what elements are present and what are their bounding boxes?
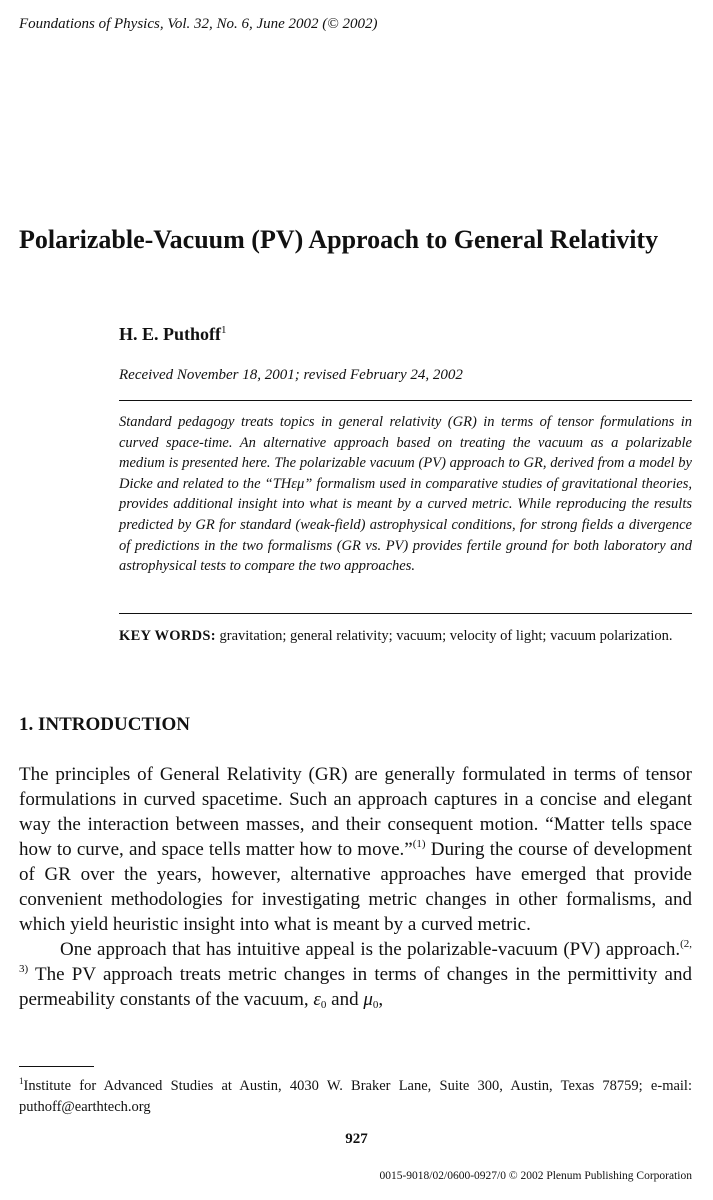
mu-symbol: μ [363,989,373,1010]
article-title: Polarizable-Vacuum (PV) Approach to General Relativity [19,225,659,254]
epsilon-symbol: ε [313,989,321,1010]
paragraph-2-text-a: One approach that has intuitive appeal is the polarizable-vacuum (PV) approach. [60,939,681,960]
abstract-bottom-rule [119,613,692,614]
author-footnote-mark: 1 [221,324,227,336]
keywords-list: gravitation; general relativity; vacuum; velocity of light; vacuum polarization. [219,628,673,644]
footnote-text: Institute for Advanced Studies at Austin, 4030 W. Braker Lane, Suite 300, Austin, Texas 78759; e-mail: puthoff@earthtech.org [19,1078,692,1115]
and-word: and [326,989,364,1010]
footnote [19,1076,692,1117]
author-name: H. E. Puthoff [119,324,222,344]
trailing-comma: , [378,989,384,1010]
paragraph-1 [19,762,692,937]
paragraph-1-text-b: During the course of development of GR over the years, however, alternative approaches have emerged that provide convenient methodologies for investigating metric changes in other formalisms, and which yield heuristic insight into what is meant by a curved metric. [19,839,692,935]
abstract-top-rule [119,400,692,401]
epsilon-subscript: 0 [320,999,327,1011]
introduction-body [19,762,692,1012]
author-line [119,324,227,345]
paragraph-2-text-b: The PV approach treats metric changes in terms of changes in the permittivity and permeability constants of the vacuum, [19,964,692,1010]
copyright-line: 0015-9018/02/0600-0927/0 © 2002 Plenum Publishing Corporation [379,1170,692,1182]
footnote-mark: 1 [19,1076,24,1086]
citation-2-3: (2, 3) [19,938,692,975]
keywords-label: KEY WORDS: [119,628,216,644]
received-dates: Received November 18, 2001; revised February 24, 2002 [119,367,463,383]
footnote-rule [19,1066,94,1067]
journal-header: Foundations of Physics, Vol. 32, No. 6, June 2002 (© 2002) [19,16,378,32]
paragraph-2 [19,937,692,1012]
paragraph-1-text-a: The principles of General Relativity (GR) are generally formulated in terms of tensor formulations in curved spacetime. Such an approach captures in a concise and elegant way the interaction between masses, and their consequent motion. “Matter tells space how to curve, and space tells matter how to move.” [19,764,692,860]
mu-subscript: 0 [372,999,379,1011]
keywords [119,626,692,647]
section-heading-introduction: 1. INTRODUCTION [19,714,191,735]
page-number: 927 [345,1131,368,1147]
abstract: Standard pedagogy treats topics in general relativity (GR) in terms of tensor formulations in curved space-time. An alternative approach based on treating the vacuum as a polarizable medium is presented here. The polarizable vacuum (PV) approach to GR, derived from a model by Dicke and related to the “THεμ” formalism used in comparative studies of gravitational theories, provides additional insight into what is meant by a curved metric. While reproducing the results predicted by GR for standard (weak-field) astrophysical conditions, for strong fields a divergence of predictions in the two formalisms (GR vs. PV) provides fertile ground for both laboratory and astrophysical tests to compare the two approaches. [119,414,692,575]
citation-1: (1) [412,838,426,850]
